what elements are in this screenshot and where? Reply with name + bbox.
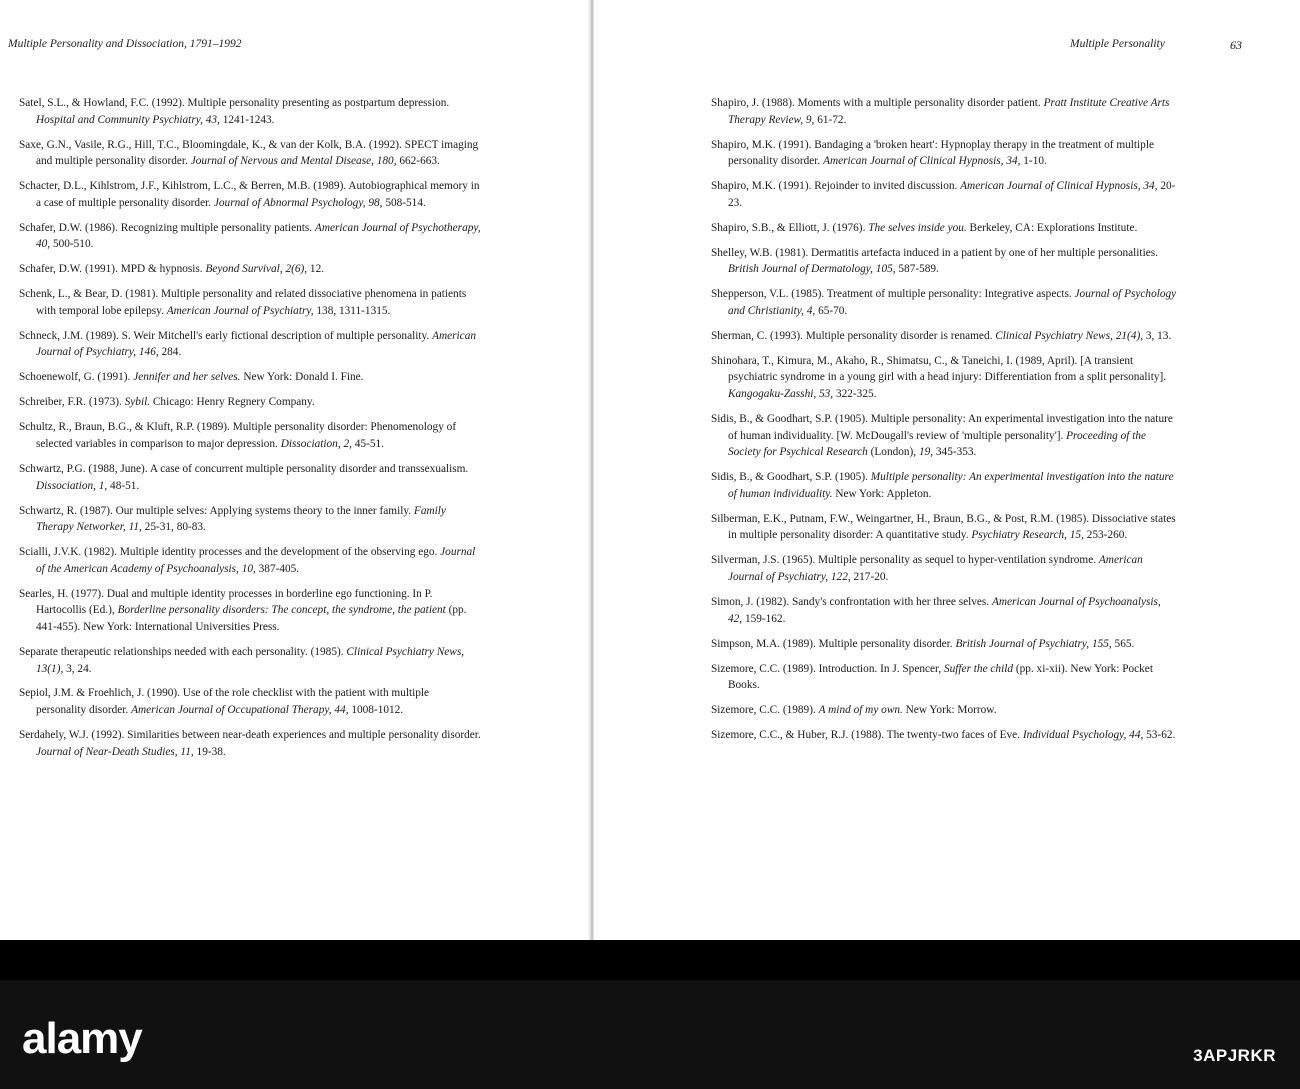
reference-italic-text: Kangogaku-Zasshi, 53, (728, 388, 834, 401)
watermark-image-id: 3APJRKR (1193, 1046, 1276, 1065)
reference-entry (19, 644, 481, 677)
left-running-head: Multiple Personality and Dissociation, 1791–1992 (8, 38, 242, 50)
reference-text: 48-51. (107, 479, 140, 492)
right-reference-list (711, 95, 1177, 752)
reference-text: Shinohara, T., Kimura, M., Akaho, R., Shimatsu, C., & Taneichi, I. (1989, April). [A transient psychiatric syndrome in a young girl with a head injury: Differentiation from a split personality]. (711, 354, 1167, 384)
reference-text: Saxe, G.N., Vasile, R.G., Hill, T.C., Bloomingdale, K., & van der Kolk, B.A. (1992). SPECT imaging and multiple personality disorder. (19, 138, 479, 168)
reference-entry (711, 353, 1177, 403)
reference-text: Schafer, D.W. (1986). Recognizing multiple personality patients. (19, 221, 315, 234)
reference-entry (711, 328, 1177, 345)
reference-text: 25-31, 80-83. (141, 521, 206, 534)
reference-text: 138, 1311-1315. (313, 304, 391, 317)
reference-italic-text: Clinical Psychiatry News, 21(4), (995, 329, 1144, 342)
reference-italic-text: American Journal of Psychotherapy, 40, (36, 221, 481, 251)
reference-text: Satel, S.L., & Howland, F.C. (1992). Multiple personality presenting as postpartum depression. (19, 97, 450, 109)
reference-italic-text: American Journal of Clinical Hypnosis, 34, (823, 155, 1021, 168)
reference-text: 3, 24. (63, 662, 92, 675)
reference-italic-text: Proceeding of the Society for Psychical Research (728, 429, 1147, 459)
reference-entry (711, 661, 1177, 694)
reference-entry (711, 636, 1177, 653)
reference-italic-text: Dissociation, 1, (36, 479, 108, 492)
reference-italic-text: Individual Psychology, 44, (1022, 729, 1144, 742)
reference-text: Simon, J. (1982). Sandy's confrontation with her three selves. (711, 595, 992, 608)
reference-italic-text: Dissociation, 2, (280, 438, 352, 451)
reference-text: Shapiro, M.K. (1991). Rejoinder to invited discussion. (711, 180, 961, 193)
reference-text: Schoenewolf, G. (1991). (19, 371, 134, 384)
reference-entry (711, 594, 1177, 627)
reference-entry (19, 95, 481, 128)
reference-text: 45-51. (351, 438, 384, 451)
reference-text: 61-72. (814, 113, 847, 126)
reference-entry (19, 544, 481, 577)
reference-text: (pp. xi-xii). New York: Pocket Books. (728, 662, 1153, 692)
reference-text: Sizemore, C.C. (1989). Introduction. In J. Spencer, (711, 662, 944, 675)
reference-text: 65-70. (815, 304, 848, 317)
reference-text: 1241-1243. (219, 113, 275, 126)
reference-text: 284. (158, 346, 182, 359)
reference-entry (711, 220, 1177, 237)
reference-entry (19, 394, 481, 411)
reference-text: 53-62. (1143, 729, 1176, 742)
reference-entry (19, 727, 481, 760)
reference-italic-text: Borderline personality disorders: The concept, the syndrome, the patient (117, 604, 446, 617)
reference-entry (711, 727, 1177, 744)
reference-italic-text: Journal of Abnormal Psychology, 98, (213, 196, 383, 209)
reference-text: Separate therapeutic relationships needed with each personality. (1985). (19, 645, 347, 658)
reference-text: Sidis, B., & Goodhart, S.P. (1905). (711, 471, 871, 484)
reference-italic-text: The selves inside you. (868, 221, 967, 234)
reference-entry (19, 461, 481, 494)
reference-italic-text: Journal of the American Academy of Psychoanalysis, 10, (36, 546, 476, 575)
reference-italic-text: Journal of Near-Death Studies, 11, (36, 745, 194, 758)
reference-text: Schafer, D.W. (1991). MPD & hypnosis. (19, 263, 206, 276)
reference-italic-text: 19, (918, 446, 934, 459)
reference-italic-text: Suffer the child (943, 662, 1014, 675)
reference-text: 1008-1012. (348, 704, 404, 717)
reference-text: Sepiol, J.M. & Froehlich, J. (1990). Use of the role checklist with the patient with multiple personality disorder. (19, 687, 430, 717)
reference-italic-text: Pratt Institute Creative Arts Therapy Review, 9, (728, 97, 1170, 126)
reference-italic-text: A mind of my own. (818, 704, 903, 717)
reference-text: New York: Appleton. (832, 487, 932, 500)
reference-text: (London), (867, 446, 919, 459)
reference-entry (711, 552, 1177, 585)
reference-italic-text: American Journal of Psychiatry, 122, (728, 554, 1143, 583)
reference-text: 662-663. (396, 155, 440, 168)
reference-text: Shapiro, S.B., & Elliott, J. (1976). (711, 221, 869, 234)
reference-text: 508-514. (382, 196, 426, 209)
reference-text: 159-162. (742, 612, 786, 625)
reference-text: Schwartz, P.G. (1988, June). A case of concurrent multiple personality disorder and transsexualism. (19, 463, 469, 475)
reference-italic-text: American Journal of Psychiatry, 146, (36, 329, 476, 359)
reference-entry (19, 261, 481, 278)
reference-entry (19, 503, 481, 536)
left-reference-list (19, 95, 481, 769)
reference-italic-text: Beyond Survival, 2(6), (205, 263, 308, 276)
reference-italic-text: American Journal of Clinical Hypnosis, 34, (960, 180, 1158, 193)
reference-text: Berkeley, CA: Explorations Institute. (966, 221, 1138, 234)
reference-text: 19-38. (193, 745, 226, 758)
reference-text: 345-353. (933, 446, 977, 459)
reference-text: 20-23. (728, 180, 1176, 209)
reference-italic-text: Sybil. (124, 396, 151, 409)
reference-text: 387-405. (255, 562, 300, 575)
reference-text: Schultz, R., Braun, B.G., & Kluft, R.P. (1989). Multiple personality disorder: Phenomenology of selected variables in comparison to major depression. (19, 421, 457, 451)
reference-text: New York: Morrow. (902, 704, 997, 717)
reference-text: Serdahely, W.J. (1992). Similarities between near-death experiences and multiple personality disorder. (19, 729, 481, 742)
reference-entry (19, 328, 481, 361)
reference-italic-text: Hospital and Community Psychiatry, 43, (36, 113, 220, 126)
page-number: 63 (1230, 38, 1242, 52)
reference-italic-text: Clinical Psychiatry News, 13(1), (36, 645, 465, 675)
reference-italic-text: British Journal of Dermatology, 105, (728, 263, 896, 276)
reference-text: Sidis, B., & Goodhart, S.P. (1905). Multiple personality: An experimental investigation into the nature of human individuality. [W. McDougall's review of 'multiple personality']. (711, 413, 1173, 442)
reference-italic-text: American Journal of Psychiatry, (166, 304, 314, 317)
reference-entry (19, 220, 481, 253)
reference-text: 587-589. (895, 263, 939, 276)
reference-entry (19, 286, 481, 319)
reference-text: 500-510. (50, 238, 94, 251)
reference-text: Sizemore, C.C. (1989). (711, 704, 819, 717)
reference-entry (19, 419, 481, 452)
reference-text: Schenk, L., & Bear, D. (1981). Multiple personality and related dissociative phenomena in patients with temporal lobe epilepsy. (19, 288, 467, 317)
reference-text: New York: Donald I. Fine. (240, 371, 364, 384)
reference-text: Shelley, W.B. (1981). Dermatitis artefacta induced in a patient by one of her multiple personalities. (711, 246, 1158, 259)
reference-text: Shapiro, M.K. (1991). Bandaging a 'broken heart': Hypnoplay therapy in the treatment of multiple personality disorder. (711, 138, 1154, 168)
reference-text: Schneck, J.M. (1989). S. Weir Mitchell's early fictional description of multiple personality. (19, 329, 433, 342)
reference-text: 217-20. (850, 570, 889, 583)
reference-entry (711, 95, 1177, 128)
reference-entry (711, 137, 1177, 170)
reference-entry (711, 245, 1177, 278)
reference-italic-text: American Journal of Psychoanalysis, 42, (728, 595, 1161, 625)
reference-entry (711, 286, 1177, 319)
right-running-head: Multiple Personality (1070, 38, 1165, 50)
reference-text: Sherman, C. (1993). Multiple personality disorder is renamed. (711, 329, 996, 342)
reference-italic-text: American Journal of Occupational Therapy, 44, (131, 704, 349, 717)
watermark-footer (0, 980, 1300, 1089)
reference-entry (711, 411, 1177, 461)
reference-entry (19, 137, 481, 170)
reference-italic-text: Journal of Nervous and Mental Disease, 180, (190, 155, 397, 168)
reference-text: Shapiro, J. (1988). Moments with a multiple personality disorder patient. (711, 97, 1044, 109)
reference-text: Silberman, E.K., Putnam, F.W., Weingartner, H., Braun, B.G., & Post, R.M. (1985). Dissociative states in multiple personality disorder: A quantitative study. (711, 512, 1176, 542)
reference-entry (711, 702, 1177, 719)
watermark-logo: alamy (22, 1014, 142, 1063)
reference-text: Chicago: Henry Regnery Company. (150, 396, 315, 409)
reference-entry (711, 178, 1177, 211)
reference-italic-text: Family Therapy Networker, 11, (36, 504, 446, 534)
reference-text: Simpson, M.A. (1989). Multiple personality disorder. (711, 637, 956, 650)
reference-text: 253-260. (1083, 529, 1128, 542)
reference-text: Silverman, J.S. (1965). Multiple personality as sequel to hyper-ventilation syndrome. (711, 554, 1099, 567)
reference-entry (711, 511, 1177, 544)
reference-entry (19, 178, 481, 211)
reference-italic-text: Psychiatry Research, 15, (971, 529, 1084, 542)
reference-entry (19, 586, 481, 636)
reference-italic-text: Multiple personality: An experimental investigation into the nature of human individuality. (728, 471, 1174, 500)
reference-text: Searles, H. (1977). Dual and multiple identity processes in borderline ego functioning. In P. Hartocollis (Ed.), (19, 587, 433, 617)
reference-text: Schacter, D.L., Kihlstrom, J.F., Kihlstrom, L.C., & Berren, M.B. (1989). Autobiographical memory in a case of multiple personality disorder. (19, 180, 480, 209)
reference-text: 565. (1111, 637, 1135, 650)
reference-entry (711, 469, 1177, 502)
reference-text: Schwartz, R. (1987). Our multiple selves: Applying systems theory to the inner family. (19, 504, 414, 517)
reference-text: (pp. 441-455). New York: International Universities Press. (36, 604, 467, 633)
reference-italic-text: Jennifer and her selves. (133, 371, 241, 384)
scan-shadow-band (0, 940, 1300, 980)
right-page (594, 0, 1300, 940)
reference-entry (19, 369, 481, 386)
reference-text: 1-10. (1020, 155, 1047, 168)
reference-text: Schreiber, F.R. (1973). (19, 396, 125, 409)
left-page (0, 0, 590, 940)
reference-text: Sizemore, C.C., & Huber, R.J. (1988). The twenty-two faces of Eve. (711, 729, 1023, 742)
reference-entry (19, 685, 481, 718)
reference-italic-text: British Journal of Psychiatry, 155, (955, 637, 1112, 650)
reference-text: 322-325. (833, 388, 877, 401)
reference-text: 12. (307, 263, 325, 276)
reference-text: Shepperson, V.L. (1985). Treatment of multiple personality: Integrative aspects. (711, 288, 1075, 301)
reference-text: 3, 13. (1143, 329, 1172, 342)
reference-text: Scialli, J.V.K. (1982). Multiple identity processes and the development of the observing ego. (19, 546, 441, 559)
reference-italic-text: Journal of Psychology and Christianity, 4, (728, 288, 1177, 317)
